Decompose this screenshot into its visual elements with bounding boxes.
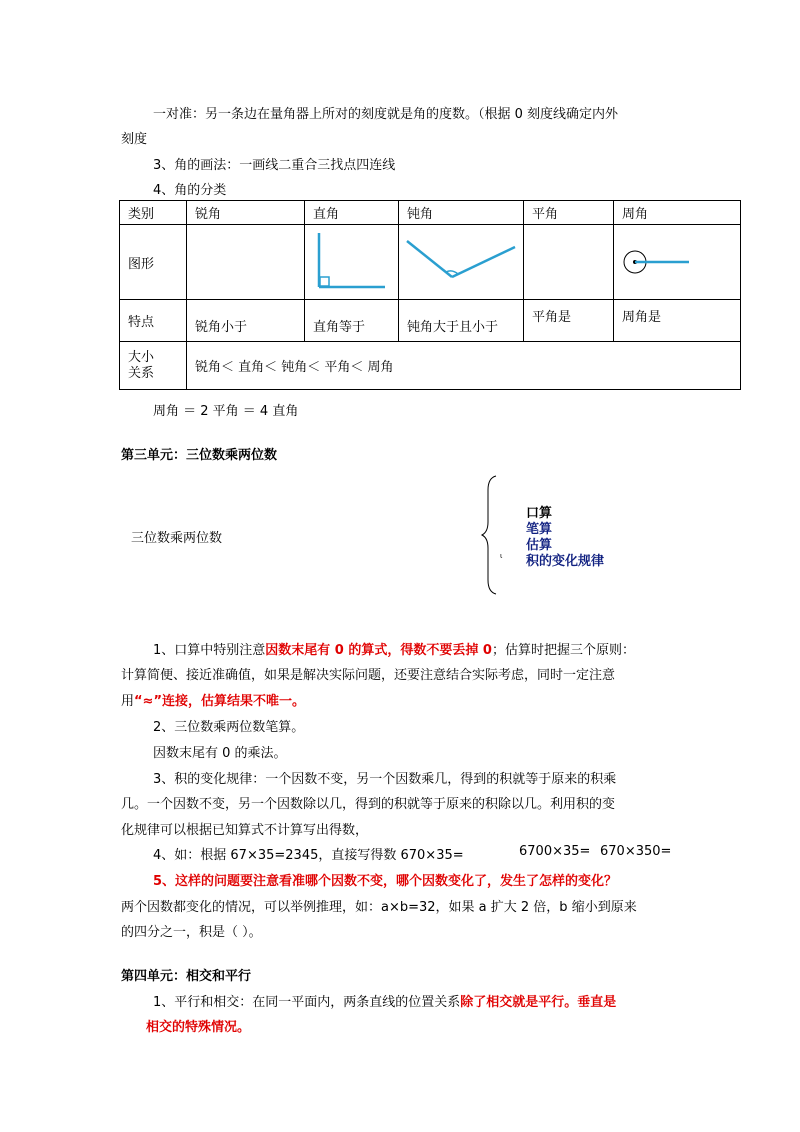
unit3-title: 第三单元：三位数乘两位数 <box>121 448 278 463</box>
table-header-cell: 锐角 <box>187 201 305 225</box>
table-header-cell: 钝角 <box>399 201 524 225</box>
p1-text-c: 用 <box>121 694 135 709</box>
intro-line-1: 一对准：另一条边在量角器上所对的刻度就是角的度数。（根据 0 刻度线确定内外 <box>153 107 619 122</box>
full-angle-icon <box>614 225 741 299</box>
unit3-p3-line1: 3、积的变化规律：一个因数不变，另一个因数乘几，得到的积就等于原来的积乘 <box>153 772 617 787</box>
obtuse-angle-icon <box>399 225 524 299</box>
unit4-p1-line1 <box>153 991 616 1010</box>
p1-red-1: 因数末尾有 0 的算式，得数不要丢掉 0 <box>265 643 492 658</box>
table-header-cell: 平角 <box>524 201 614 225</box>
branch-kousuan: 口算 <box>526 506 553 521</box>
feature-cell: 锐角小于 <box>187 300 305 342</box>
branch-gusuan: 估算 <box>526 538 553 553</box>
p1-red-2: “≈”连接，估算结果不唯一。 <box>134 694 305 709</box>
right-angle-figure <box>305 225 399 300</box>
acute-angle-figure <box>187 225 305 300</box>
angle-table <box>119 200 741 390</box>
unit3-p5: 5、这样的问题要注意看准哪个因数不变，哪个因数变化了，发生了怎样的变化？ <box>153 874 618 889</box>
unit3-p4-b: 6700×35= <box>519 844 591 859</box>
table-row-size <box>120 342 741 390</box>
right-angle-icon <box>305 225 399 299</box>
full-angle-figure <box>614 225 741 300</box>
size-relation: 锐角＜ 直角＜ 钝角＜ 平角＜ 周角 <box>187 342 741 390</box>
zhoujiao-note: 周角 ＝ 2 平角 ＝ 4 直角 <box>153 404 299 419</box>
unit3-p6-line1: 两个因数都变化的情况，可以举例推理，如：a×b=32，如果 a 扩大 2 倍，b 缩小到原来 <box>121 900 637 915</box>
row-figure-label: 图形 <box>120 225 187 300</box>
unit3-p1-line3 <box>121 690 305 709</box>
intro-line-3: 4、角的分类 <box>153 183 227 198</box>
unit3-p4-c: 670×350= <box>600 844 672 859</box>
unit4-p1-red: 除了相交就是平行。垂直是 <box>460 995 617 1010</box>
straight-angle-figure <box>524 225 614 300</box>
branch-bisuan: 笔算 <box>526 522 553 537</box>
feature-cell: 周角是 <box>614 300 741 342</box>
unit3-p2: 2、三位数乘两位数笔算。 <box>153 720 305 735</box>
unit3-p4-a: 4、如：根据 67×35=2345，直接写得数 670×35= <box>153 848 464 863</box>
feature-cell: 钝角大于且小于 <box>399 300 524 342</box>
unit3-p1-line1 <box>153 639 635 658</box>
table-header-cell: 周角 <box>614 201 741 225</box>
row-feature-label: 特点 <box>120 300 187 342</box>
table-header-cell: 类别 <box>120 201 187 225</box>
curly-brace-icon <box>478 474 508 596</box>
p1-text-b: ；估算时把握三个原则： <box>491 643 635 658</box>
row-size-label <box>120 342 187 390</box>
svg-text:ι: ι <box>500 552 503 560</box>
intro-line-2: 3、角的画法：一画线二重合三找点四连线 <box>153 158 396 173</box>
row-size-label-1: 大小 <box>128 349 155 365</box>
unit4-p1-line2: 相交的特殊情况。 <box>146 1020 251 1035</box>
unit4-p1-text: 1、平行和相交：在同一平面内，两条直线的位置关系 <box>153 995 461 1010</box>
table-header-cell: 直角 <box>305 201 399 225</box>
unit3-p1-line2: 计算简便、接近准确值，如果是解决实际问题，还要注意结合实际考虑，同时一定注意 <box>121 668 616 683</box>
table-row-feature <box>120 300 741 342</box>
p1-text-a: 1、口算中特别注意 <box>153 643 266 658</box>
intro-line-1b: 刻度 <box>121 132 148 147</box>
diagram-root: 三位数乘两位数 <box>131 531 223 546</box>
unit3-p6-line2: 的四分之一，积是（ ）。 <box>121 925 262 940</box>
table-header-row <box>120 201 741 225</box>
feature-cell: 直角等于 <box>305 300 399 342</box>
branch-bianhua: 积的变化规律 <box>526 554 605 569</box>
unit3-p2b: 因数末尾有 0 的乘法。 <box>153 746 287 761</box>
row-size-label-2: 关系 <box>128 365 155 381</box>
obtuse-angle-figure <box>399 225 524 300</box>
feature-cell: 平角是 <box>524 300 614 342</box>
unit4-title: 第四单元：相交和平行 <box>121 969 252 984</box>
unit3-p3-line2: 几。一个因数不变，另一个因数除以几，得到的积就等于原来的积除以几。利用积的变 <box>121 797 616 812</box>
table-row-figure <box>120 225 741 300</box>
unit3-p3-line3: 化规律可以根据已知算式不计算写出得数， <box>121 823 369 838</box>
